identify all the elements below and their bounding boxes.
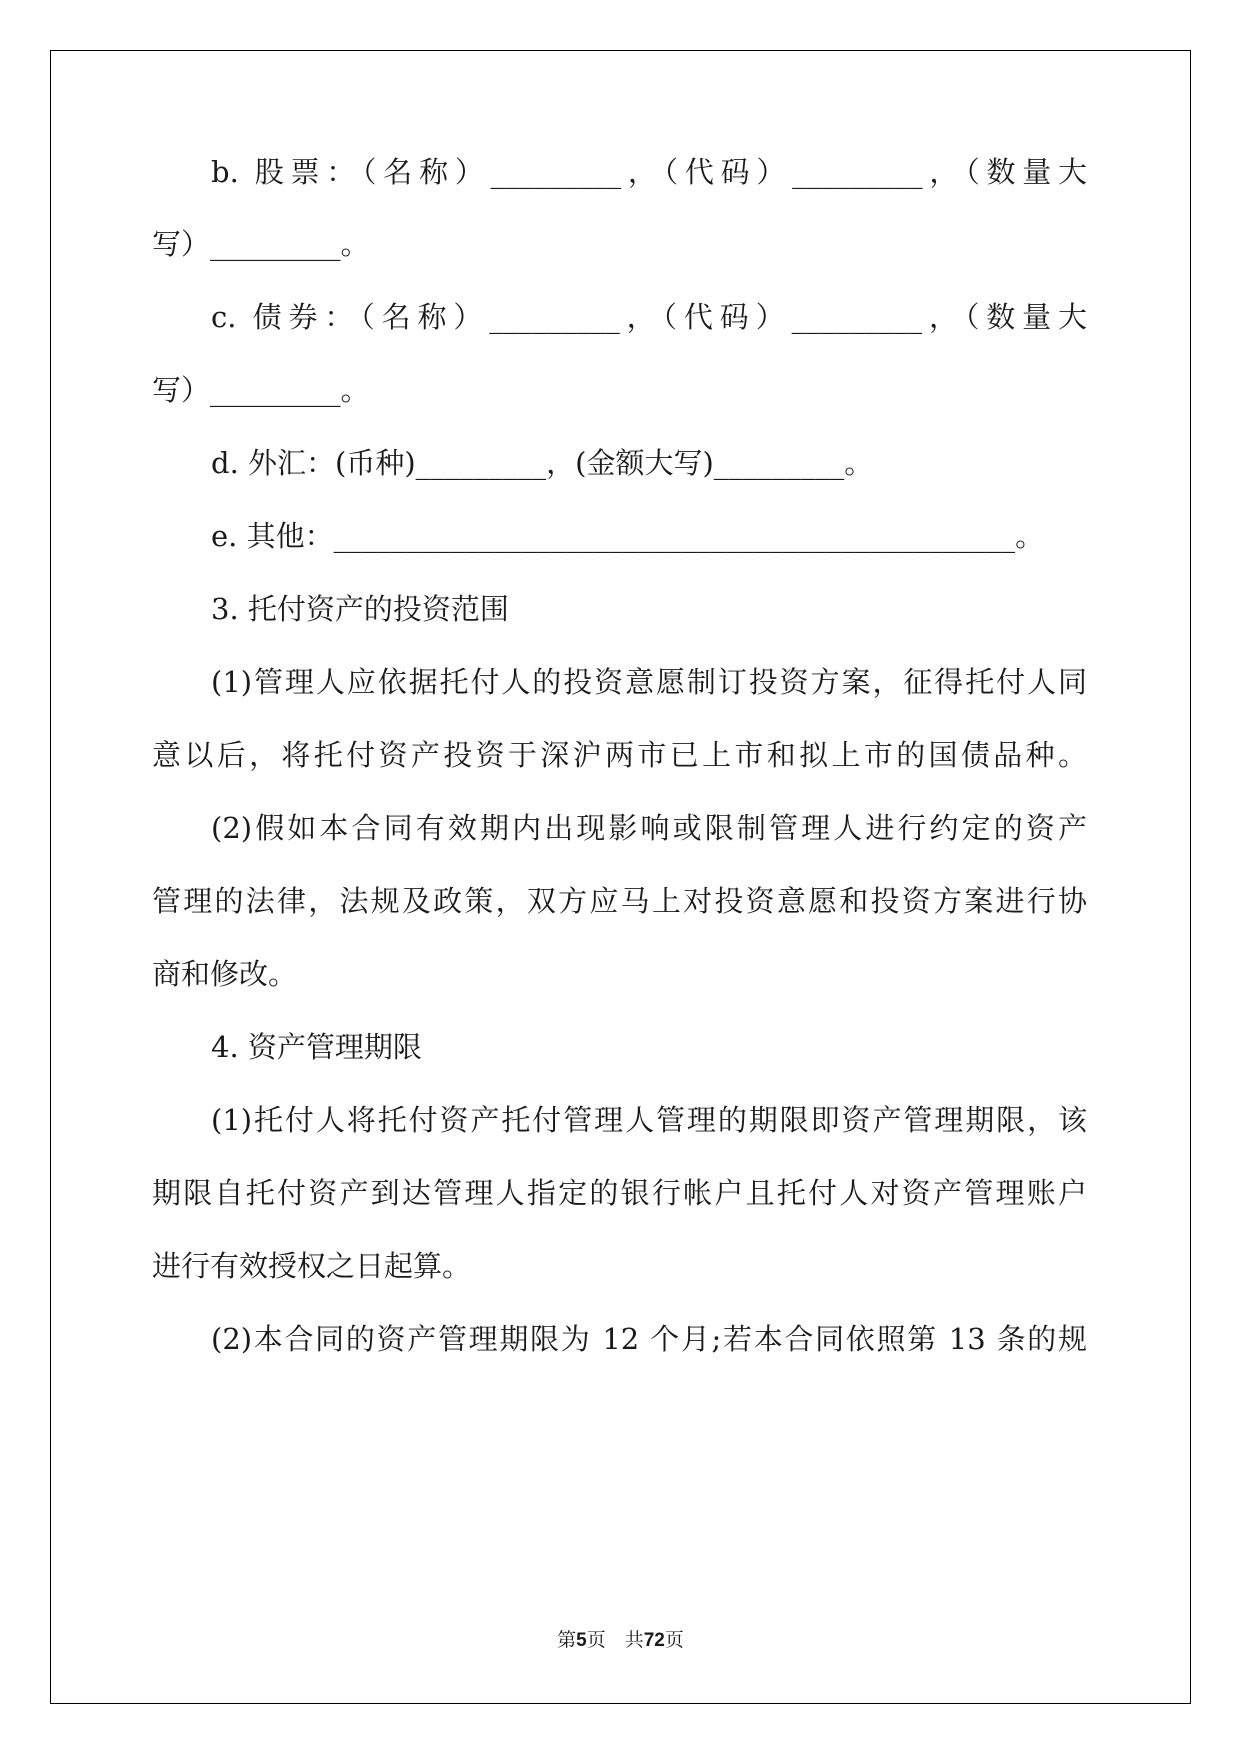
footer-page-suffix: 页 bbox=[664, 1629, 684, 1651]
text-line-stock: b. 股票：（名称）_________，（代码）_________，（数量大 bbox=[211, 155, 1087, 189]
text-line-other: e. 其他：_______________________________________________。 bbox=[211, 519, 1045, 553]
text-line: 商和修改。 bbox=[152, 957, 298, 991]
section-heading-investment-scope: 3. 托付资产的投资范围 bbox=[211, 592, 509, 626]
footer-total-pages: 72 bbox=[643, 1630, 665, 1651]
text-line-forex: d. 外汇：(币种)_________，(金额大写)_________。 bbox=[211, 446, 874, 480]
text-line-stock-cont: 写）_________。 bbox=[152, 227, 370, 261]
text-line: (2)假如本合同有效期内出现影响或限制管理人进行约定的资产 bbox=[211, 811, 1087, 845]
text-line: (1)托付人将托付资产托付管理人管理的期限即资产管理期限，该 bbox=[211, 1103, 1087, 1137]
page-footer bbox=[0, 1628, 1241, 1653]
footer-page-mid: 页 共 bbox=[586, 1629, 644, 1651]
footer-page-number: 5 bbox=[576, 1630, 587, 1651]
section-heading-management-term: 4. 资产管理期限 bbox=[211, 1030, 422, 1064]
text-line: 管理的法律，法规及政策，双方应马上对投资意愿和投资方案进行协 bbox=[152, 884, 1087, 918]
text-line: 期限自托付资产到达管理人指定的银行帐户且托付人对资产管理账户 bbox=[152, 1176, 1087, 1210]
text-line-bond-cont: 写）_________。 bbox=[152, 373, 370, 407]
text-line: (2)本合同的资产管理期限为 12 个月;若本合同依照第 13 条的规 bbox=[211, 1322, 1087, 1356]
text-line-bond: c. 债券：（名称）_________，（代码）_________，（数量大 bbox=[211, 300, 1087, 334]
text-line: (1)管理人应依据托付人的投资意愿制订投资方案，征得托付人同 bbox=[211, 665, 1087, 699]
text-line: 意以后，将托付资产投资于深沪两市已上市和拟上市的国债品种。 bbox=[152, 738, 1087, 772]
footer-page-prefix: 第 bbox=[557, 1629, 577, 1651]
text-line: 进行有效授权之日起算。 bbox=[152, 1249, 472, 1283]
